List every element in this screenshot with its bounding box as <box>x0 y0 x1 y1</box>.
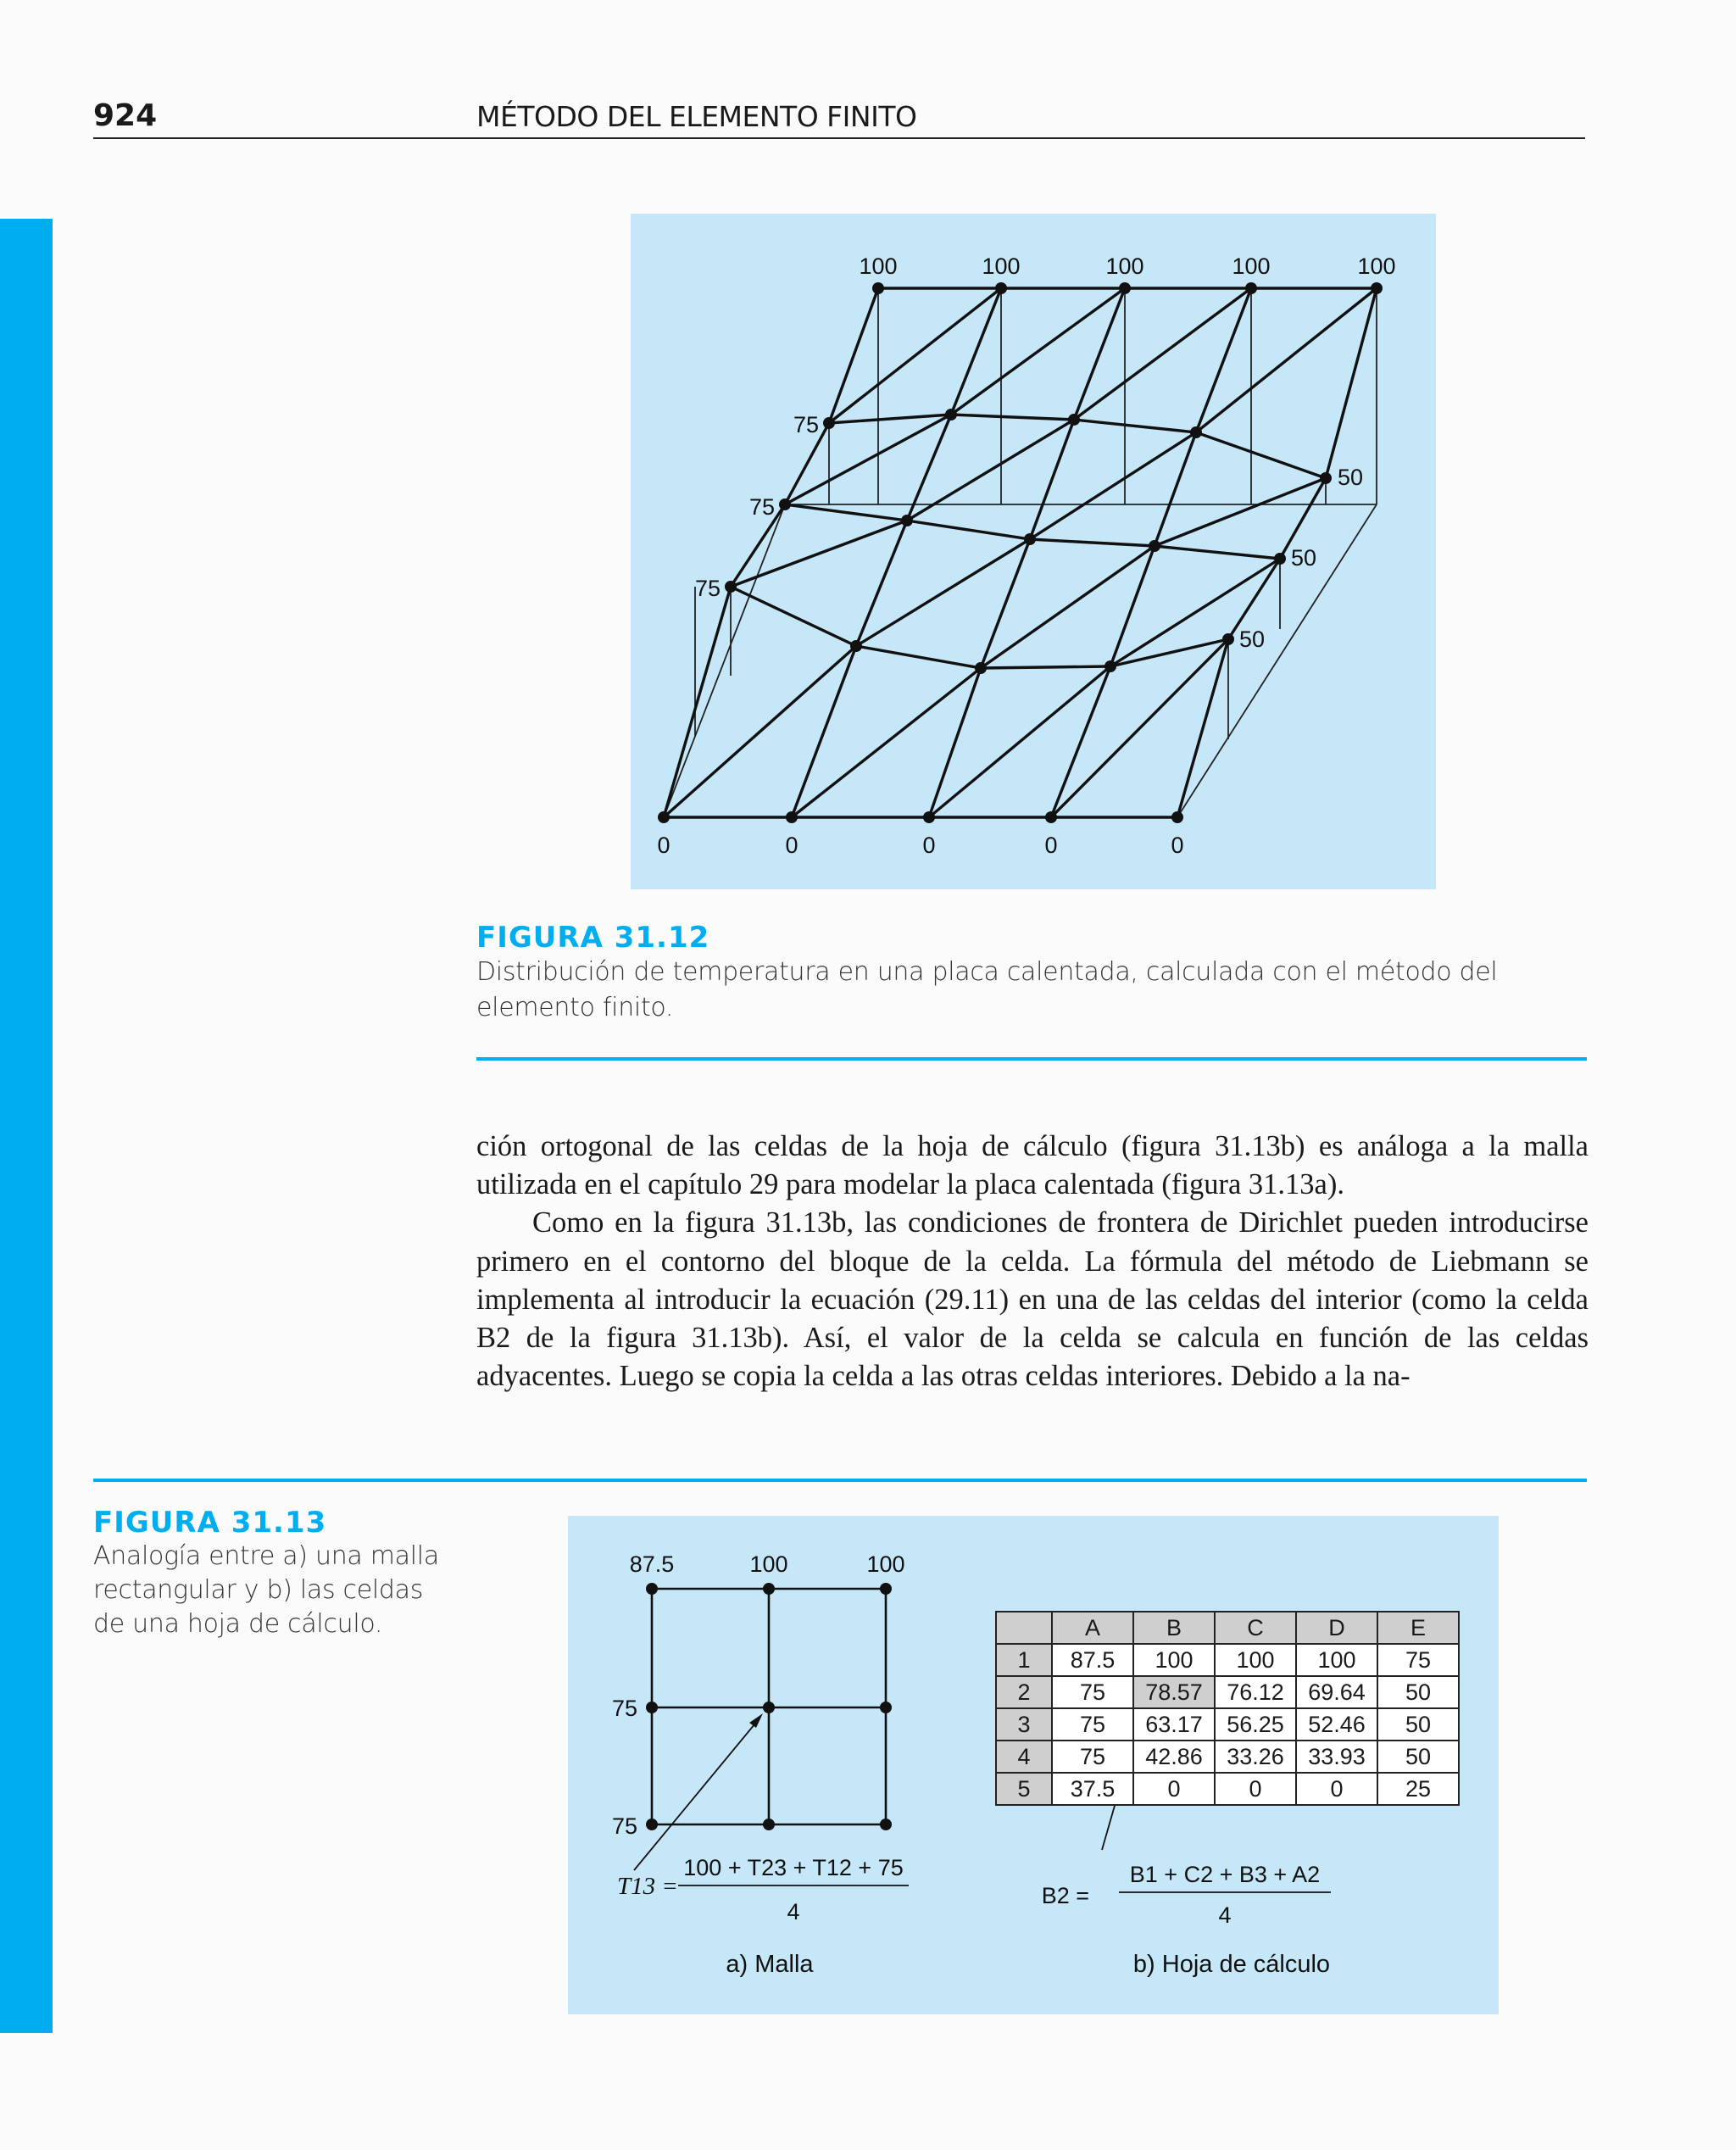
mesh-formula-lhs: T13 = <box>617 1873 678 1900</box>
bottom-value-label: 0 <box>1171 833 1184 858</box>
page-number: 924 <box>93 98 158 133</box>
figure-31-13-caption <box>93 1506 449 1641</box>
figure-31-13-panel <box>568 1516 1499 2014</box>
table-cell: 25 <box>1377 1773 1459 1805</box>
page-header <box>93 95 1585 139</box>
table-row <box>996 1676 1459 1708</box>
figure-label: FIGURA 31.12 <box>476 921 710 955</box>
top-value-label: 100 <box>859 253 898 279</box>
mesh-sublabel: a) Malla <box>726 1951 814 1978</box>
table-row <box>996 1644 1459 1676</box>
table-cell: 0 <box>1215 1773 1296 1805</box>
column-header: B <box>1133 1612 1215 1644</box>
paragraph: ción ortogonal de las celdas de la hoja de cálculo (figura 31.13b) es análoga a la malla utilizada en el capítulo 29 para modelar la placa calentada (figura 31.13a). <box>476 1130 1589 1201</box>
arrow-head <box>749 1713 763 1728</box>
table-row <box>996 1708 1459 1741</box>
table-row <box>996 1773 1459 1805</box>
figure-rule <box>93 1479 1587 1482</box>
table-cell: 87.5 <box>1052 1644 1133 1676</box>
table-row <box>996 1741 1459 1773</box>
table-cell: 100 <box>1133 1644 1215 1676</box>
sheet-formula-lhs: B2 = <box>1041 1883 1089 1908</box>
table-cell: 50 <box>1377 1741 1459 1773</box>
figure-label: FIGURA 31.13 <box>93 1506 327 1540</box>
corner-cell <box>996 1612 1052 1644</box>
column-header: A <box>1052 1612 1133 1644</box>
spreadsheet-table <box>995 1611 1460 1806</box>
table-cell: 52.46 <box>1296 1708 1377 1741</box>
row-header: 3 <box>996 1708 1052 1741</box>
column-header: C <box>1215 1612 1296 1644</box>
table-cell: 33.93 <box>1296 1741 1377 1773</box>
table-cell: 42.86 <box>1133 1741 1215 1773</box>
sheet-formula-denominator: 4 <box>1218 1902 1232 1928</box>
column-header: E <box>1377 1612 1459 1644</box>
sheet-formula-numerator: B1 + C2 + B3 + A2 <box>1129 1862 1321 1887</box>
table-cell: 56.25 <box>1215 1708 1296 1741</box>
table-cell: 75 <box>1052 1741 1133 1773</box>
mesh-left-label: 75 <box>611 1696 637 1721</box>
table-cell: 63.17 <box>1133 1708 1215 1741</box>
table-cell: 0 <box>1296 1773 1377 1805</box>
caption-rule <box>476 1057 1587 1061</box>
highlighted-cell-b2: 78.57 <box>1133 1676 1215 1708</box>
top-value-label: 100 <box>1232 253 1271 279</box>
mesh-top-label: 100 <box>866 1551 905 1577</box>
table-cell: 50 <box>1377 1676 1459 1708</box>
mesh-top-label: 87.5 <box>629 1551 675 1577</box>
bottom-value-label: 0 <box>922 833 936 858</box>
running-title: MÉTODO DEL ELEMENTO FINITO <box>476 100 917 133</box>
table-cell: 76.12 <box>1215 1676 1296 1708</box>
row-header: 2 <box>996 1676 1052 1708</box>
paragraph: Como en la figura 31.13b, las condiciones de frontera de Dirichlet pueden introducirse primero en el contorno del bloque de la celda. La fórmula del método de Liebmann se implementa al introducir la ecuación (29.11) en una de las celdas del interior (como la celda B2 de la figura 31.13b). Así, el valor de la celda se calcula en función de las celdas adyacentes. Luego se copia la celda a las otras celdas interiores. Debido a la na- <box>476 1206 1589 1393</box>
bottom-value-label: 0 <box>657 833 670 858</box>
column-header-row <box>996 1612 1459 1644</box>
mesh-formula-denominator: 4 <box>787 1899 800 1924</box>
table-cell: 100 <box>1296 1644 1377 1676</box>
figure-caption-text: Distribución de temperatura en una placa calentada, calculada con el método del elemento finito. <box>476 957 1498 1022</box>
left-value-label: 75 <box>793 412 819 437</box>
mesh-left-label: 75 <box>611 1813 637 1839</box>
top-value-label: 100 <box>982 253 1021 279</box>
bottom-value-label: 0 <box>1044 833 1058 858</box>
table-cell: 75 <box>1377 1644 1459 1676</box>
row-header: 5 <box>996 1773 1052 1805</box>
table-cell: 75 <box>1052 1676 1133 1708</box>
row-header: 4 <box>996 1741 1052 1773</box>
table-cell: 0 <box>1133 1773 1215 1805</box>
table-cell: 37.5 <box>1052 1773 1133 1805</box>
figure-31-12-caption <box>476 921 1587 1026</box>
table-cell: 50 <box>1377 1708 1459 1741</box>
base-plane <box>664 288 1377 817</box>
figure-caption-text: Analogía entre a) una malla rectangular y b) las celdas de una hoja de cálculo. <box>93 1541 439 1639</box>
column-header: D <box>1296 1612 1377 1644</box>
left-value-label: 75 <box>694 576 721 601</box>
body-text <box>476 1128 1589 1395</box>
sheet-sublabel: b) Hoja de cálculo <box>1132 1951 1331 1978</box>
table-cell: 33.26 <box>1215 1741 1296 1773</box>
top-value-label: 100 <box>1105 253 1144 279</box>
row-header: 1 <box>996 1644 1052 1676</box>
chapter-side-bar <box>0 219 53 2033</box>
table-cell: 100 <box>1215 1644 1296 1676</box>
mesh-edges <box>664 288 1377 817</box>
fem-plate-diagram <box>631 214 1436 889</box>
mesh-top-label: 100 <box>749 1551 788 1577</box>
mesh-formula-numerator: 100 + T23 + T12 + 75 <box>683 1855 904 1880</box>
top-value-label: 100 <box>1357 253 1396 279</box>
right-value-label: 50 <box>1338 465 1364 490</box>
right-value-label: 50 <box>1239 627 1266 652</box>
figure-31-12-panel <box>631 214 1436 889</box>
right-value-label: 50 <box>1291 545 1317 571</box>
table-cell: 75 <box>1052 1708 1133 1741</box>
left-value-label: 75 <box>748 494 775 520</box>
table-cell: 69.64 <box>1296 1676 1377 1708</box>
bottom-value-label: 0 <box>785 833 798 858</box>
